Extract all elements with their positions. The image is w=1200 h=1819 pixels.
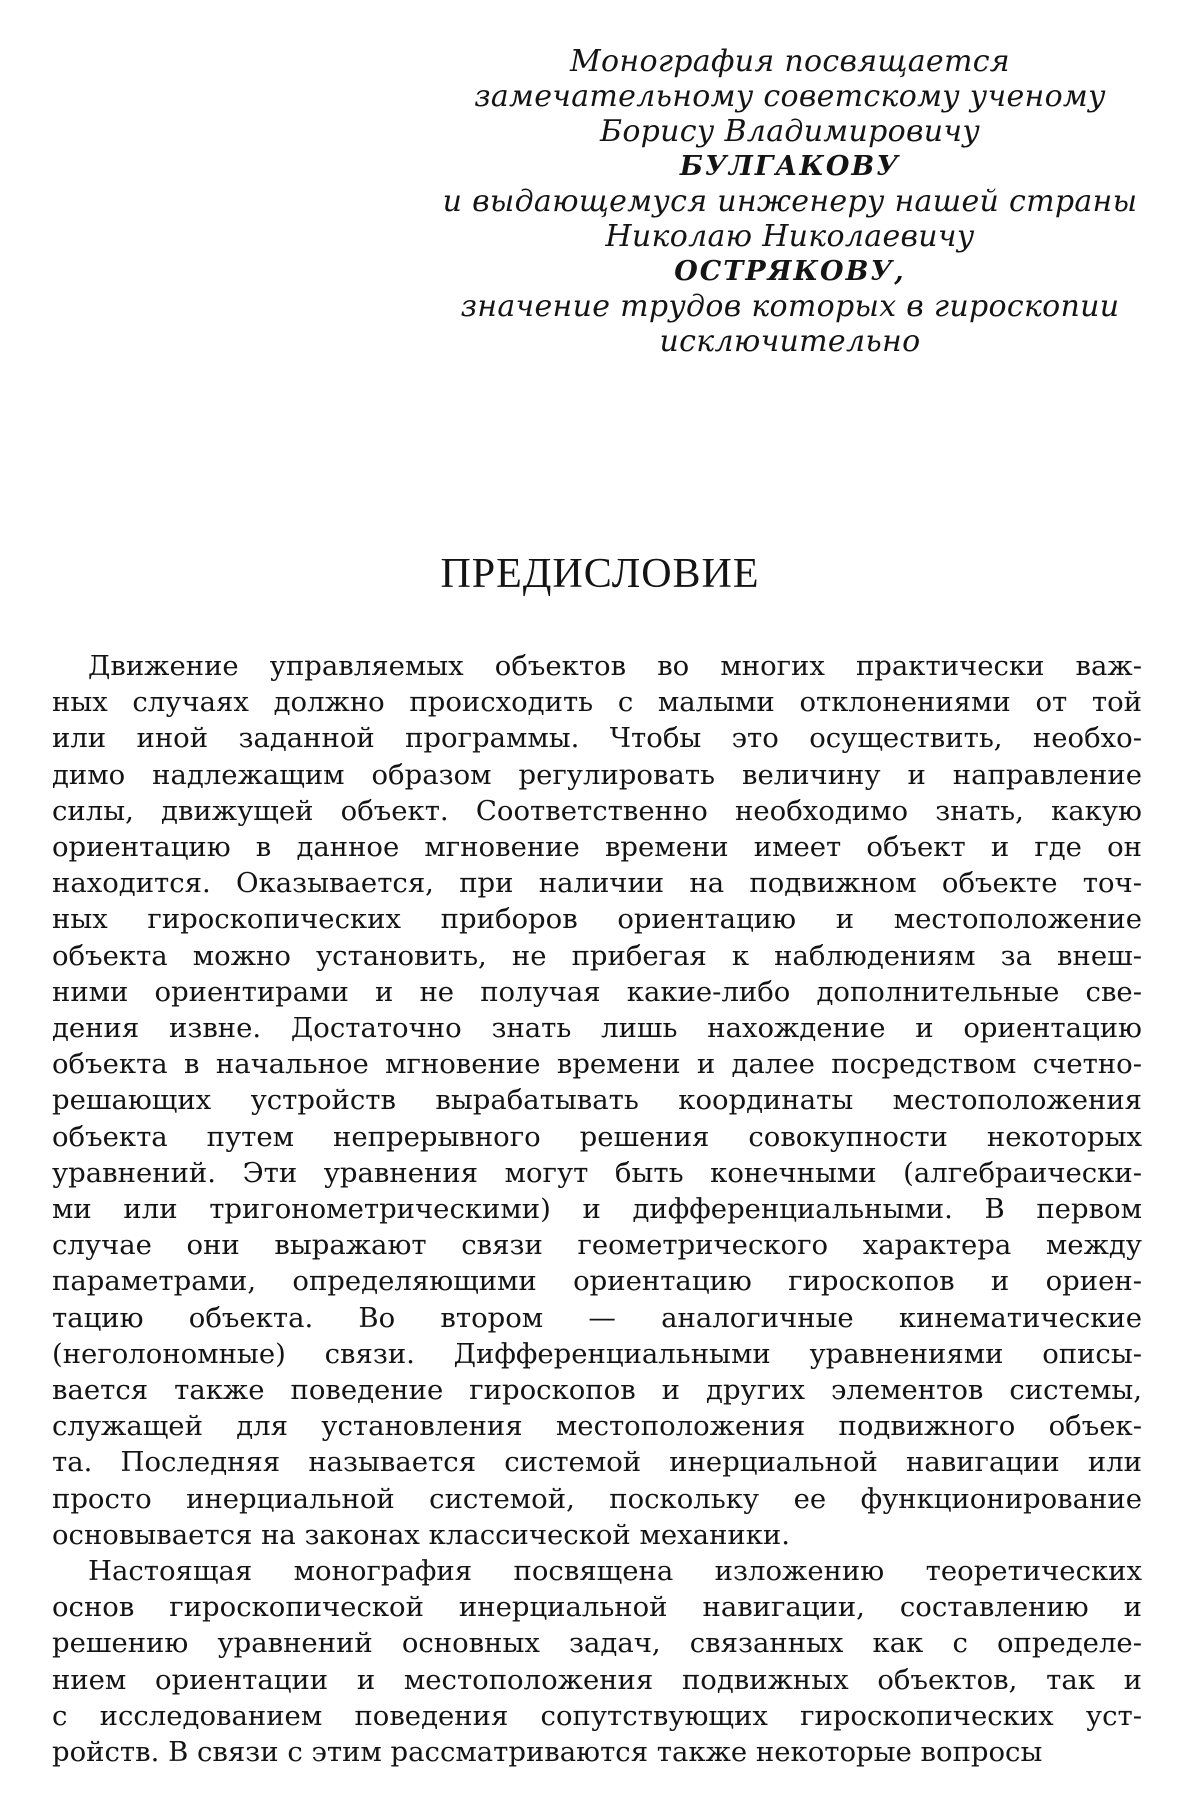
text-line: вается также поведение гироскопов и других элементов системы, [52,1374,1142,1407]
text-line: ми или тригонометрическими) и дифференциальными. В первом [52,1193,1142,1226]
dedication-line: Николаю Николаевичу [605,219,975,254]
text-line: или иной заданной программы. Чтобы это осуществить, необхо- [52,722,1142,755]
dedication [430,44,1150,359]
dedication-line: Монография посвящается [570,44,1010,79]
dedication-line: значение трудов которых в гироскопии [460,289,1120,324]
text-line: объекта в начальное мгновение времени и далее посредством счетно- [52,1048,1142,1081]
body-text [52,648,1142,1770]
text-line: уравнений. Эти уравнения могут быть конечными (алгебраически- [52,1156,1142,1189]
text-line: дения извне. Достаточно знать лишь нахождение и ориентацию [52,1012,1142,1045]
text-line: основывается на законах классической механики. [52,1518,790,1551]
text-line: с исследованием поведения сопутствующих гироскопических уст- [52,1699,1142,1732]
text-line: ройств. В связи с этим рассматриваются также некоторые вопросы [52,1736,1043,1769]
paragraph [52,648,1142,1553]
text-line: объекта можно установить, не прибегая к наблюдениям за внеш- [52,939,1142,972]
dedication-line: замечательному советскому ученому [474,79,1106,114]
text-line: (неголономные) связи. Дифференциальными уравнениями описы- [52,1337,1142,1370]
dedication-surname: ОСТРЯКОВУ, [674,256,906,287]
text-line: служащей для установления местоположения подвижного объек- [52,1410,1142,1443]
text-line: параметрами, определяющими ориентацию гироскопов и ориен- [52,1265,1142,1298]
text-line: та. Последняя называется системой инерциальной навигации или [52,1446,1142,1479]
text-line: Движение управляемых объектов во многих практически важ- [88,650,1142,682]
text-line: ориентацию в данное мгновение времени имеет объект и где он [52,831,1142,864]
text-line: нием ориентации и местоположения подвижных объектов, так и [52,1663,1142,1696]
dedication-line: Борису Владимировичу [599,114,981,149]
text-line: ними ориентирами и не получая какие-либо дополнительные све- [52,975,1142,1008]
text-line: просто инерциальной системой, поскольку ее функционирование [52,1482,1142,1515]
dedication-line: и выдающемуся инженеру нашей страны [442,184,1138,219]
dedication-surname: БУЛГАКОВУ [679,151,901,182]
paragraph [52,1553,1142,1770]
text-line: решающих устройств вырабатывать координаты местоположения [52,1084,1142,1117]
text-line: ных случаях должно происходить с малыми отклонениями от той [52,686,1142,719]
text-line: основ гироскопической инерциальной навигации, составлению и [52,1591,1142,1624]
text-line: случае они выражают связи геометрического характера между [52,1229,1142,1262]
text-line: решению уравнений основных задач, связанных как с определе- [52,1627,1142,1660]
text-line: димо надлежащим образом регулировать величину и направление [52,758,1142,791]
dedication-line: исключительно [659,324,921,359]
text-line: ных гироскопических приборов ориентацию и местоположение [52,903,1142,936]
text-line: Настоящая монография посвящена изложению теоретических [88,1555,1142,1588]
section-heading: ПРЕДИСЛОВИЕ [440,551,760,597]
text-line: находится. Оказывается, при наличии на подвижном объекте точ- [52,867,1142,900]
text-line: объекта путем непрерывного решения совокупности некоторых [52,1120,1142,1153]
text-line: тацию объекта. Во втором — аналогичные кинематические [52,1301,1142,1334]
text-line: силы, движущей объект. Соответственно необходимо знать, какую [52,794,1142,827]
